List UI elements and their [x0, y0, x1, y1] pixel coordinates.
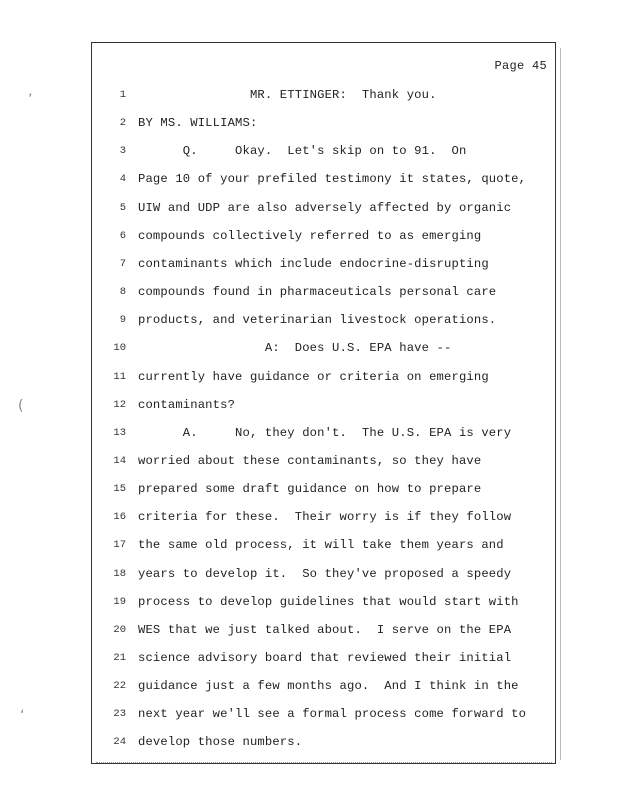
line-number: 20 — [113, 623, 126, 636]
line-number: 12 — [113, 398, 126, 411]
line-number: 1 — [119, 89, 126, 101]
page-number: Page 45 — [494, 59, 547, 73]
line-text: A. No, they don't. The U.S. EPA is very — [138, 425, 512, 440]
line-number: 6 — [119, 229, 126, 242]
line-text: prepared some draft guidance on how to prepare — [138, 482, 482, 497]
scan-mark-bottom: ‘ — [20, 708, 25, 724]
line-text: process to develop guidelines that would start with — [138, 594, 519, 609]
line-text: guidance just a few months ago. And I think in the — [138, 679, 519, 694]
line-text: contaminants which include endocrine-disrupting — [138, 256, 489, 271]
line-number: 8 — [119, 286, 126, 299]
line-number: 24 — [113, 736, 126, 749]
line-number: 15 — [113, 483, 126, 496]
line-number: 14 — [113, 454, 126, 467]
line-text: compounds collectively referred to as emerging — [138, 228, 482, 243]
scan-mark-top: ’ — [28, 92, 33, 108]
line-number: 17 — [113, 539, 126, 552]
line-number: 11 — [113, 370, 126, 383]
line-text: currently have guidance or criteria on emerging — [138, 369, 489, 384]
line-number: 10 — [113, 342, 126, 355]
line-number: 4 — [119, 173, 126, 186]
line-number: 22 — [113, 680, 126, 693]
line-text: WES that we just talked about. I serve on the EPA — [138, 622, 512, 637]
line-number: 5 — [119, 201, 126, 214]
line-number: 19 — [113, 595, 126, 608]
line-text: compounds found in pharmaceuticals personal care — [138, 285, 497, 300]
line-number: 7 — [119, 257, 126, 270]
line-number: 16 — [113, 511, 126, 524]
line-text: the same old process, it will take them years and — [138, 538, 504, 553]
line-number: 21 — [113, 652, 126, 664]
line-text: next year we'll see a formal process come forward to — [138, 707, 527, 722]
line-number: 13 — [113, 426, 126, 439]
line-number: 2 — [119, 117, 126, 130]
line-number: 23 — [113, 708, 126, 721]
line-text: BY MS. WILLIAMS: — [138, 116, 258, 131]
line-text: Q. Okay. Let's skip on to 91. On — [138, 144, 467, 159]
scan-mark-middle: ( — [18, 398, 24, 414]
line-number: 18 — [113, 567, 126, 580]
line-text: A: Does U.S. EPA have -- — [138, 341, 452, 356]
transcript-page — [91, 42, 556, 764]
line-text: science advisory board that reviewed their initial — [138, 651, 512, 665]
line-text: products, and veterinarian livestock operations. — [138, 313, 497, 328]
right-margin-rule — [560, 48, 561, 760]
line-text: years to develop it. So they've proposed a speedy — [138, 566, 512, 581]
bottom-scan-noise — [96, 762, 552, 766]
line-number: 3 — [119, 145, 126, 158]
line-text: contaminants? — [138, 397, 236, 412]
line-text: develop those numbers. — [138, 735, 303, 750]
line-number: 9 — [119, 314, 126, 327]
line-text: worried about these contaminants, so they have — [138, 453, 482, 468]
line-text: MR. ETTINGER: Thank you. — [138, 88, 437, 102]
line-text: Page 10 of your prefiled testimony it states, quote, — [138, 172, 527, 187]
line-text: criteria for these. Their worry is if they follow — [138, 510, 512, 525]
line-text: UIW and UDP are also adversely affected by organic — [138, 200, 512, 215]
